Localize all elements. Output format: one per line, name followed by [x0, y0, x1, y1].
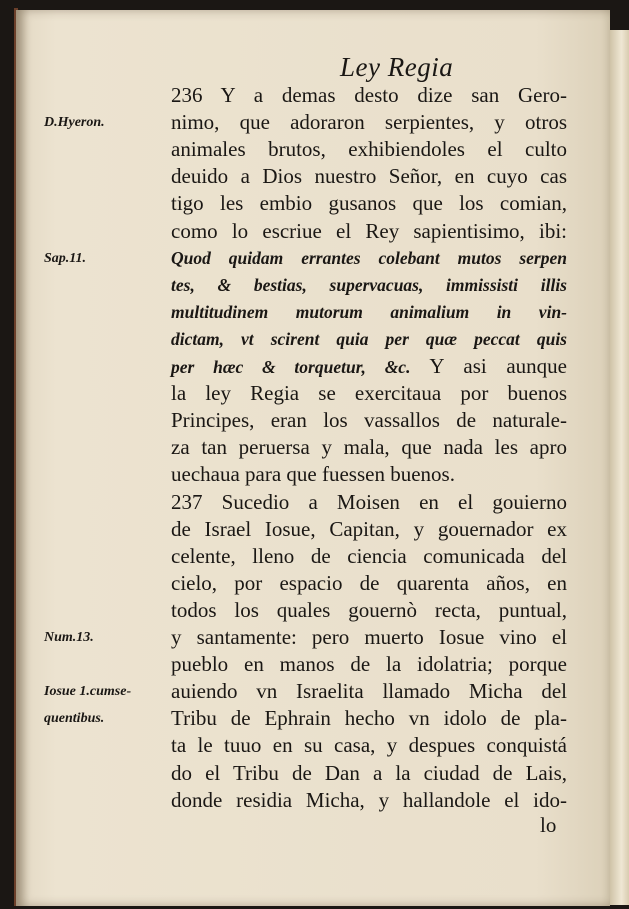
page-fore-edge — [610, 30, 629, 905]
margin-note: D.Hyeron. — [44, 115, 105, 131]
text-line: donde residia Micha, y hallandole el ido- — [171, 787, 567, 812]
text-line: Tribu de Ephrain hecho vn idolo de pla- — [171, 706, 567, 731]
text-line: Quod quidam errantes colebant mutos serpen — [171, 247, 567, 268]
text-line — [171, 353, 567, 380]
text-line: tes, & bestias, supervacuas, immissisti illis — [171, 274, 567, 295]
text-line: la ley Regia se exercitaua por buenos — [171, 381, 567, 406]
margin-note: quentibus. — [44, 711, 105, 727]
text-line: 237 Sucedio a Moisen en el gouierno — [171, 489, 567, 514]
text-line: celente, lleno de ciencia comunicada del — [171, 543, 567, 568]
text-line: dictam, vt scirent quia per quæ peccat quis — [171, 328, 567, 349]
margin-note: Sap.11. — [44, 250, 87, 266]
catchword: lo — [540, 813, 557, 837]
text-line-italic-part: per hæc & torquetur, &c. — [171, 357, 411, 377]
text-line: do el Tribu de Dan a la ciudad de Lais, — [171, 760, 567, 785]
text-line: tigo les embio gusanos que los comian, — [171, 191, 567, 216]
running-head: Ley Regia — [340, 52, 454, 82]
text-line: todos los quales gouernò recta, puntual, — [171, 597, 567, 622]
text-line: y santamente: pero muerto Iosue vino el — [171, 625, 567, 649]
text-line: cielo, por espacio de quarenta años, en — [171, 570, 567, 595]
text-line: como lo escriue el Rey sapientisimo, ibi: — [171, 218, 567, 243]
text-line: de Israel Iosue, Capitan, y gouernador ex — [171, 516, 567, 541]
text-line: 236 Y a demas desto dize san Gero- — [171, 83, 567, 107]
text-line: deuido a Dios nuestro Señor, en cuyo cas — [171, 164, 567, 189]
text-line: uechaua para que fuessen buenos. — [171, 462, 455, 487]
text-line: animales brutos, exhibiendoles el culto — [171, 137, 567, 162]
margin-note: Iosue 1.cumse- — [44, 684, 132, 700]
text-line: ta le tuuo en su casa, y despues conquistá — [171, 733, 567, 758]
margin-note: Num.13. — [44, 630, 94, 645]
text-line: multitudinem mutorum animalium in vin- — [171, 301, 567, 322]
text-line-roman-part: Y asi aunque — [410, 354, 567, 378]
text-line: pueblo en manos de la idolatria; porque — [171, 652, 567, 677]
text-line: Principes, eran los vassallos de naturale- — [171, 408, 567, 433]
text-line: nimo, que adoraron serpientes, y otros — [171, 110, 567, 135]
text-line: auiendo vn Israelita llamado Micha del — [171, 679, 567, 704]
text-line: za tan peruersa y mala, que nada les apro — [171, 435, 567, 460]
